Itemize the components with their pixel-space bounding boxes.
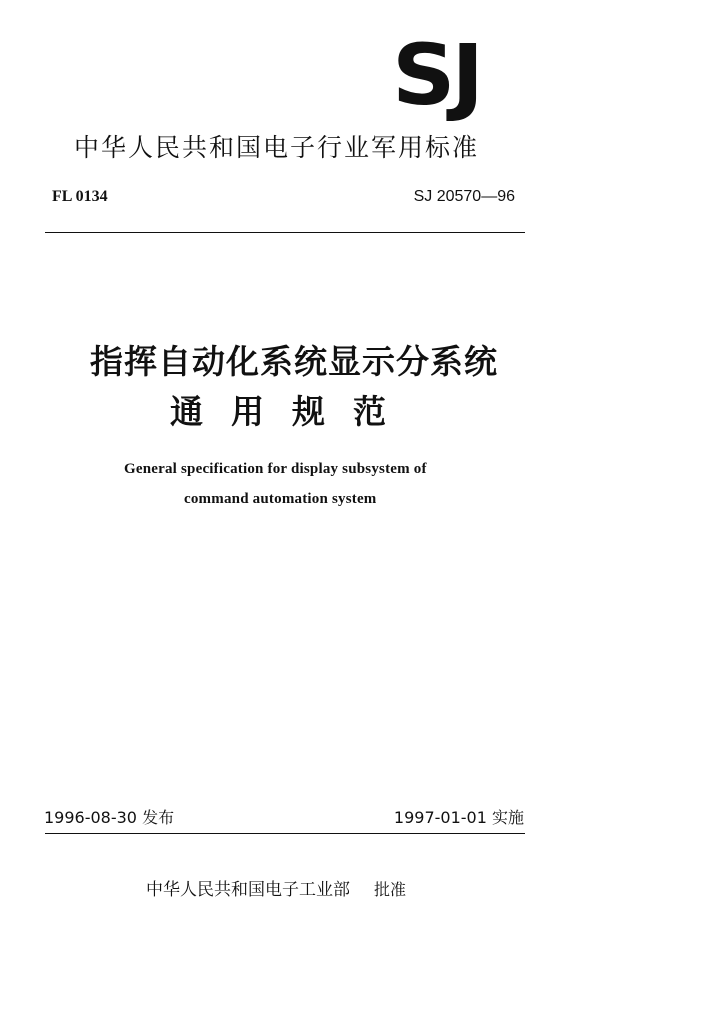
implementation-date: 1997-01-01 实施 <box>393 808 524 827</box>
title-zh-line2: 通用规范 <box>170 392 414 431</box>
title-zh-line1: 指挥自动化系统显示分系统 <box>90 342 498 381</box>
approving-authority: 中华人民共和国电子工业部 <box>146 880 350 900</box>
standard-type-heading: 中华人民共和国电子行业军用标准 <box>74 133 480 162</box>
top-divider <box>45 232 525 233</box>
bottom-divider <box>45 833 525 834</box>
sj-logo: SJ <box>392 26 480 124</box>
classification-code: FL 0134 <box>52 188 108 205</box>
title-en-line1: General specification for display subsystem of <box>124 461 427 477</box>
standard-number: SJ 20570—96 <box>413 188 515 205</box>
issue-date: 1996-08-30 发布 <box>44 808 175 827</box>
title-en-line2: command automation system <box>184 491 377 507</box>
approved-label: 批准 <box>374 880 407 899</box>
